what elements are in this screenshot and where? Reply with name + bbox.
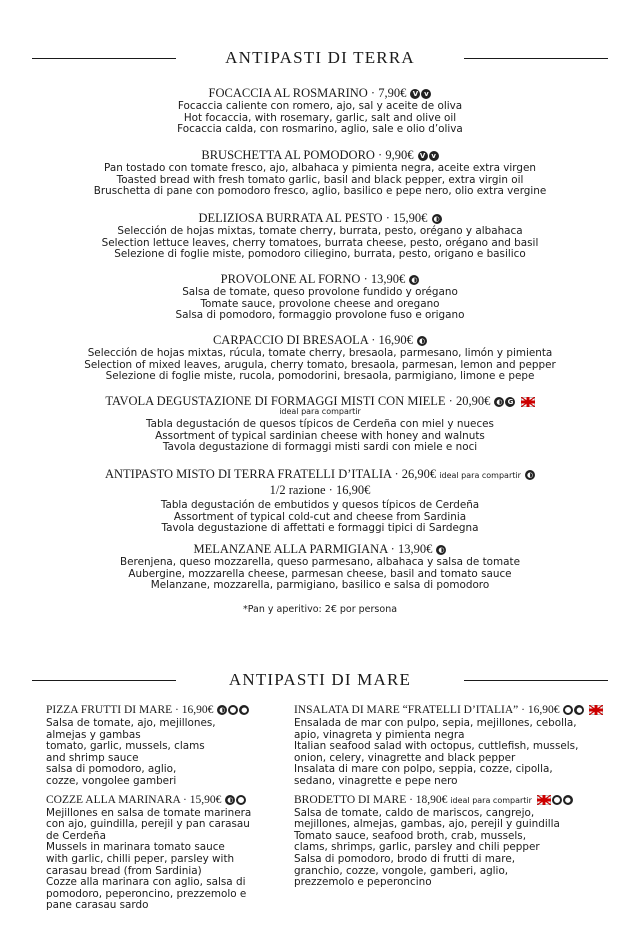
section-title-terra: ANTIPASTI DI TERRA	[225, 48, 415, 67]
dish-tavola-formaggi	[0, 394, 640, 454]
dish-desc-es: Tabla degustación de embutidos y quesos típicos de Cerdeña	[160, 499, 480, 511]
dish-bruschetta	[0, 148, 640, 198]
dish-desc-line: carasau bread (from Sardinia)	[46, 864, 202, 877]
dish-focaccia	[0, 86, 640, 136]
dish-desc-line: almejas y gambas	[46, 728, 141, 741]
dish-desc-line: Mussels in marinara tomato sauce	[46, 841, 225, 854]
header-rule-right	[464, 58, 608, 59]
dish-desc-it: Selezione di foglie miste, pomodoro ciliegino, burrata, pesto, origano e basilico	[114, 248, 526, 261]
dish-desc-line: Ensalada de mar con pulpo, sepia, mejillones, cebolla,	[294, 717, 577, 729]
dish-name: COZZE ALLA MARINARA · 15,90€	[46, 793, 222, 806]
dish-name: ANTIPASTO MISTO DI TERRA FRATELLI D’ITALIA · 26,90€	[104, 467, 437, 481]
lactose-icon: ◐	[418, 337, 426, 346]
dish-brodetto	[294, 793, 614, 889]
dish-desc-en: Hot focaccia, with rosemary, garlic, salt and olive oil	[183, 111, 457, 124]
dish-name: INSALATA DI MARE “FRATELLI D’ITALIA” · 16,90€	[294, 704, 560, 716]
dish-name: PROVOLONE AL FORNO · 13,90€	[220, 272, 406, 286]
vegan-icon: ●	[564, 795, 571, 804]
lactose-icon: ◐	[227, 795, 234, 804]
dish-desc-line: prezzemolo e peperoncino	[294, 876, 432, 889]
lactose-icon: ◐	[219, 706, 226, 715]
lactose-icon: ◐	[526, 471, 534, 480]
dish-name: BRUSCHETTA AL POMODORO · 9,90€	[201, 148, 414, 162]
dish-pizza-frutti	[46, 703, 286, 788]
gluten-icon	[236, 795, 246, 805]
dish-desc-en: Selection of mixed leaves, arugula, cherry tomato, bresaola, parmesan, lemon and pepper	[84, 358, 556, 371]
mare-right-column	[294, 703, 614, 889]
dish-desc-it: Focaccia calda, con rosmarino, aglio, sale e olio d’oliva	[177, 123, 463, 136]
dish-desc-line: con ajo, guindilla, perejil y pan carasau	[46, 818, 250, 831]
dish-name: TAVOLA DEGUSTAZIONE DI FORMAGGI MISTI CON MIELE · 20,90€	[105, 394, 491, 408]
mare-header	[0, 670, 640, 690]
dish-desc-line: with garlic, chilli peper, parsley with	[46, 852, 235, 865]
mare-left-column	[46, 703, 286, 912]
dish-desc-line: onion, celery, vinagrette and black pepper	[294, 751, 516, 764]
vegan-icon: ●	[241, 706, 248, 715]
terra-header	[0, 48, 640, 68]
dish-desc-line: Salsa de tomate, ajo, mejillones,	[46, 717, 216, 729]
uk-flag-icon	[589, 705, 603, 715]
lactose-icon: ◐	[411, 276, 418, 285]
dish-desc-line: mejillones, almejas, gambas, ajo, perejil y guindilla	[294, 818, 560, 831]
vegan-icon: V	[418, 151, 428, 161]
header-rule-right	[464, 680, 608, 681]
dish-desc-line: Mejillones en salsa de tomate marinera	[46, 806, 252, 819]
dish-desc-es: Berenjena, queso mozzarella, queso parmesano, albahaca y salsa de tomate	[120, 556, 520, 568]
share-note: ideal para compartir	[279, 407, 361, 416]
vegan-icon: ●	[576, 706, 583, 715]
dish-desc-line: salsa di pomodoro, aglio,	[46, 763, 177, 776]
dish-desc-es: Pan tostado con tomate fresco, ajo, albahaca y pimienta negra, aceite extra virgen	[104, 162, 536, 174]
share-note: ideal para compartir	[450, 795, 532, 805]
dish-desc-es: Tabla degustación de quesos típicos de Cerdeña con miel y nueces	[146, 418, 494, 430]
lactose-icon: ◐	[438, 546, 445, 555]
bread-note: *Pan y aperitivo: 2€ por persona	[242, 604, 398, 615]
dish-desc-es: Selección de hojas mixtas, rúcula, tomate cherry, bresaola, parmesano, limón y pimienta	[87, 347, 553, 359]
dish-carpaccio	[0, 333, 640, 383]
dish-desc-line: tomato, garlic, mussels, clams	[46, 740, 205, 753]
dish-desc-en: Assortment of typical cold-cut and cheese from Sardinia	[173, 510, 467, 523]
dish-melanzane	[0, 542, 640, 592]
gluten-icon	[228, 705, 238, 715]
dish-desc-line: clams, shrimps, garlic, parsley and chili pepper	[294, 841, 540, 854]
dish-desc-it: Melanzane, mozzarella, parmigiano, basilico e salsa di pomodoro	[150, 579, 490, 592]
dish-desc-en: Aubergine, mozzarella cheese, parmesan cheese, basil and tomato sauce	[128, 567, 512, 580]
dish-provolone	[0, 272, 640, 322]
gluten-icon	[552, 795, 562, 805]
dish-desc-en: Toasted bread with fresh tomato garlic, basil and black pepper, extra virgin oil	[116, 173, 524, 186]
dish-desc-line: Italian seafood salad with octopus, cuttlefish, mussels,	[294, 740, 579, 753]
half-portion: 1/2 razione · 16,90€	[269, 483, 371, 497]
dish-desc-en: Assortment of typical sardinian cheese with honey and walnuts	[155, 429, 485, 442]
dish-insalata-mare	[294, 703, 614, 788]
dish-desc-line: Cozze alla marinara con aglio, salsa di	[46, 876, 246, 889]
dish-desc-line: sedano, vinagrette e pepe nero	[294, 774, 458, 787]
dish-desc-line: de Cerdeña	[46, 829, 106, 842]
dish-antipasto-misto	[0, 467, 640, 535]
gluten-icon: G	[505, 397, 515, 407]
uk-flag-icon	[521, 397, 535, 407]
dish-desc-es: Focaccia caliente con romero, ajo, sal y aceite de oliva	[177, 100, 463, 112]
share-note: ideal para compartir	[439, 471, 521, 480]
dish-desc-line: Tomato sauce, seafood broth, crab, mussels,	[294, 829, 527, 842]
dish-desc-it: Tavola degustazione di affettati e formaggi tipici di Sardegna	[161, 522, 479, 535]
dish-desc-it: Tavola degustazione di formaggi misti sardi con miele e noci	[162, 441, 478, 454]
vegetarian-icon: ⅴ	[421, 89, 431, 99]
dish-desc-en: Selection lettuce leaves, cherry tomatoes, burrata cheese, pesto, orégano and basil	[101, 236, 539, 249]
dish-name: PIZZA FRUTTI DI MARE · 16,90€	[46, 704, 214, 716]
dish-desc-line: Insalata di mare con polpo, seppia, cozze, cipolla,	[294, 763, 553, 776]
dish-desc-es: Salsa de tomate, queso provolone fundido y orégano	[182, 286, 458, 298]
dish-desc-line: cozze, vongolee gamberi	[46, 774, 177, 787]
dish-desc-it: Bruschetta di pane con pomodoro fresco, aglio, basilico e pepe nero, olio extra vergine	[93, 185, 547, 198]
dish-desc-en: Tomate sauce, provolone cheese and oregano	[200, 297, 440, 310]
dish-desc-line: pane carasau sardo	[46, 899, 149, 912]
vegetarian-icon: ⅴ	[429, 151, 439, 161]
vegan-icon: V	[410, 89, 420, 99]
lactose-icon: ◐	[496, 398, 503, 407]
dish-desc-line: apio, vinagreta y pimienta negra	[294, 728, 465, 741]
uk-flag-icon	[537, 795, 551, 805]
dish-desc-es: Selección de hojas mixtas, tomate cherry, burrata, pesto, orégano y albahaca	[117, 225, 523, 237]
section-title-mare: ANTIPASTI DI MARE	[228, 670, 412, 689]
dish-desc-line: Salsa di pomodoro, brodo di frutti di mare,	[294, 852, 516, 865]
lactose-icon: ◐	[433, 215, 440, 224]
dish-burrata	[0, 211, 640, 261]
dish-cozze	[46, 793, 286, 912]
dish-name: FOCACCIA AL ROSMARINO · 7,90€	[208, 86, 407, 100]
dish-desc-line: and shrimp sauce	[46, 751, 139, 764]
dish-desc-line: Salsa de tomate, caldo de mariscos, cangrejo,	[294, 806, 535, 819]
dish-desc-it: Salsa di pomodoro, formaggio provolone fuso e origano	[175, 309, 465, 322]
dish-name: CARPACCIO DI BRESAOLA · 16,90€	[212, 333, 413, 347]
dish-desc-line: pomodoro, peperoncino, prezzemolo e	[46, 887, 247, 900]
dish-desc-it: Selezione di foglie miste, rucola, pomodorini, bresaola, parmigiano, limone e pepe	[105, 370, 535, 383]
dish-name: DELIZIOSA BURRATA AL PESTO · 15,90€	[198, 211, 428, 225]
dish-desc-line: granchio, cozze, vongole, gamberi, aglio,	[294, 864, 509, 877]
gluten-icon	[563, 705, 573, 715]
dish-name: BRODETTO DI MARE · 18,90€	[294, 793, 448, 806]
dish-name: MELANZANE ALLA PARMIGIANA · 13,90€	[193, 542, 433, 556]
